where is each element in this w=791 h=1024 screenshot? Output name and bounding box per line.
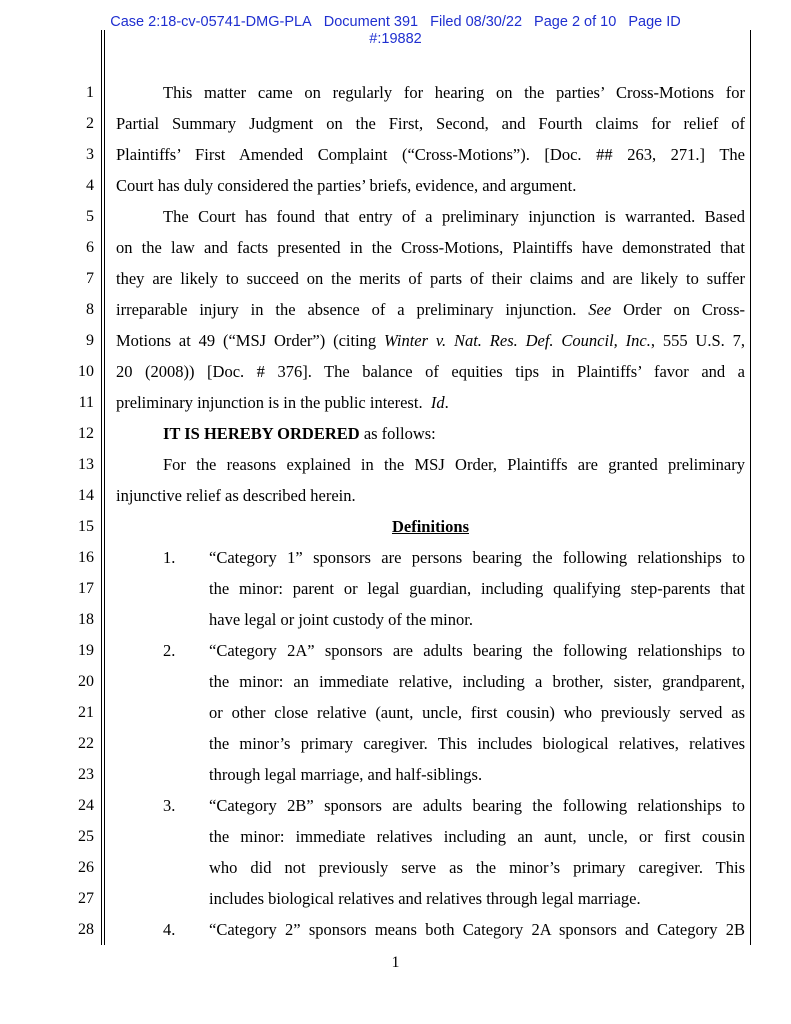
text-line <box>163 418 436 449</box>
page-id: #:19882 <box>369 31 422 47</box>
text-line: on the law and facts presented in the Cross-Motions, Plaintiffs have demonstrated that <box>116 238 745 257</box>
page-id-label: Page ID <box>628 14 681 30</box>
order-heading: IT IS HEREBY ORDERED <box>163 424 360 443</box>
line-number: 19 <box>78 642 94 659</box>
text-line <box>116 294 745 325</box>
text-line: through legal marriage, and half-siblings. <box>209 765 483 784</box>
text-line: the minor: parent or legal guardian, including qualifying step-parents that <box>209 579 745 598</box>
line-number: 26 <box>78 859 94 876</box>
text-line: “Category 2” sponsors means both Category 2A sponsors and Category 2B <box>209 920 745 939</box>
text-line: who did not previously serve as the minor’s primary caregiver. This <box>209 858 745 877</box>
line-number: 28 <box>78 921 94 938</box>
line-number: 16 <box>78 549 94 566</box>
text-line: the minor: immediate relatives including an aunt, uncle, or first cousin <box>209 827 745 846</box>
line-number: 2 <box>86 115 94 132</box>
text-line: 20 (2008)) [Doc. # 376]. The balance of equities tips in Plaintiffs’ favor and a <box>116 362 745 381</box>
list-number: 4. <box>163 920 176 939</box>
text-run: Order on Cross- <box>623 300 745 319</box>
line-number: 10 <box>78 363 94 380</box>
line-number: 11 <box>78 394 94 411</box>
text-run: , 555 U.S. 7, <box>650 331 746 350</box>
case-citation: Winter v. Nat. Res. Def. Council, Inc. <box>384 331 651 350</box>
line-number: 23 <box>78 766 94 783</box>
text-line: have legal or joint custody of the minor. <box>209 610 473 629</box>
line-number: 18 <box>78 611 94 628</box>
citation-signal: See <box>588 300 612 319</box>
line-number: 14 <box>78 487 94 504</box>
case-number: Case 2:18-cv-05741-DMG-PLA <box>110 14 312 30</box>
line-number: 7 <box>86 270 94 287</box>
line-number: 20 <box>78 673 94 690</box>
list-number: 1. <box>163 548 176 567</box>
text-line: For the reasons explained in the MSJ Order, Plaintiffs are granted preliminary <box>163 455 745 474</box>
text-line: “Category 2B” sponsors are adults bearing the following relationships to <box>209 796 745 815</box>
filed-date: Filed 08/30/22 <box>430 14 523 30</box>
definitions-heading: Definitions <box>391 517 469 536</box>
page-count: Page 2 of 10 <box>534 14 617 30</box>
text-line: Partial Summary Judgment on the First, Second, and Fourth claims for relief of <box>116 114 745 133</box>
line-number: 22 <box>78 735 94 752</box>
list-number: 2. <box>163 641 176 660</box>
left-margin-rule-outer <box>101 30 102 945</box>
left-margin-rule-inner <box>104 30 105 945</box>
text-run: as follows: <box>359 424 436 443</box>
text-run: irreparable injury in the absence of a preliminary injunction. <box>116 300 577 319</box>
line-number: 3 <box>86 146 94 163</box>
filing-header <box>0 14 791 48</box>
text-line: or other close relative (aunt, uncle, first cousin) who previously served as <box>209 703 745 722</box>
line-number: 12 <box>78 425 94 442</box>
line-number: 5 <box>86 208 94 225</box>
page-number: 1 <box>391 954 400 971</box>
text-line: the minor: an immediate relative, including a brother, sister, grandparent, <box>209 672 745 691</box>
id-citation: Id <box>430 393 445 412</box>
text-run: preliminary injunction is in the public interest. <box>116 393 423 412</box>
right-margin-rule <box>750 30 751 945</box>
line-number: 21 <box>78 704 94 721</box>
text-line: “Category 2A” sponsors are adults bearing the following relationships to <box>209 641 745 660</box>
line-number: 8 <box>86 301 94 318</box>
text-run: . <box>444 393 449 412</box>
line-number: 25 <box>78 828 94 845</box>
text-line: Court has duly considered the parties’ briefs, evidence, and argument. <box>116 176 577 195</box>
line-number: 6 <box>86 239 94 256</box>
text-line: Plaintiffs’ First Amended Complaint (“Cross-Motions”). [Doc. ## 263, 271.] The <box>116 145 745 164</box>
line-number: 17 <box>78 580 94 597</box>
line-number: 4 <box>86 177 94 194</box>
text-line: This matter came on regularly for hearing on the parties’ Cross-Motions for <box>163 83 745 102</box>
line-number: 27 <box>78 890 94 907</box>
line-number: 15 <box>78 518 94 535</box>
text-line <box>116 387 449 418</box>
text-line: “Category 1” sponsors are persons bearing the following relationships to <box>209 548 745 567</box>
text-line: includes biological relatives and relatives through legal marriage. <box>209 889 641 908</box>
text-line: the minor’s primary caregiver. This includes biological relatives, relatives <box>209 734 745 753</box>
line-number: 1 <box>86 84 94 101</box>
text-line: they are likely to succeed on the merits of parts of their claims and are likely to suffer <box>116 269 745 288</box>
line-number: 24 <box>78 797 94 814</box>
text-line: The Court has found that entry of a preliminary injunction is warranted. Based <box>163 207 745 226</box>
text-line: injunctive relief as described herein. <box>116 486 356 505</box>
line-number: 9 <box>86 332 94 349</box>
document-number: Document 391 <box>323 14 419 30</box>
text-run: Motions at 49 (“MSJ Order”) (citing <box>116 331 377 350</box>
line-number: 13 <box>78 456 94 473</box>
text-line <box>116 325 745 356</box>
list-number: 3. <box>163 796 176 815</box>
